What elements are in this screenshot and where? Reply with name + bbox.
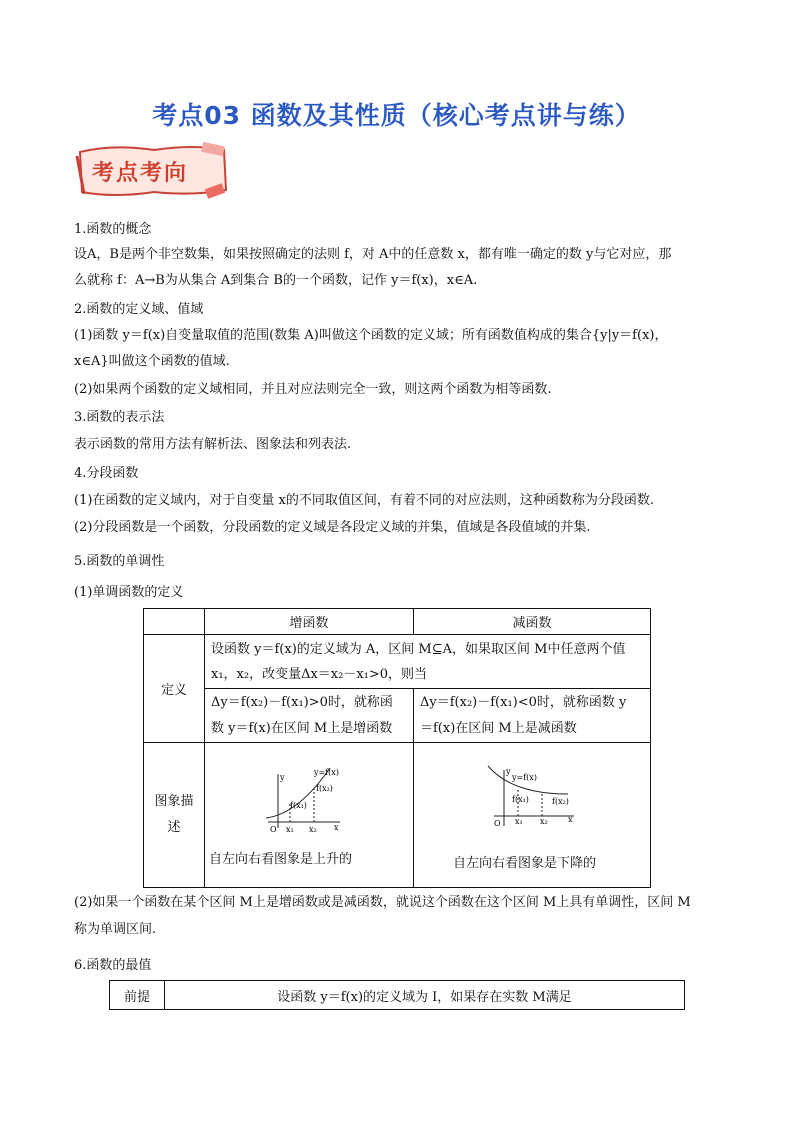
- row-def-label: 定义: [144, 635, 205, 743]
- s2-p1: (1)函数 y＝f(x)自变量取值的范围(数集 A)叫做这个函数的定义域；所有函数值构成的集合{y|y＝f(x)，: [74, 328, 668, 343]
- inc-x-label: x: [334, 823, 339, 832]
- inc-x2: x₂: [309, 825, 317, 834]
- badge-label: 考点考向: [92, 161, 189, 186]
- inc-x1: x₁: [286, 825, 294, 834]
- s4-p1: (1)在函数的定义域内，对于自变量 x的不同取值区间，有着不同的对应法则，这种函数称为分段函数.: [74, 493, 655, 508]
- s1-heading: 1.函数的概念: [74, 222, 152, 237]
- s2-heading: 2.函数的定义域、值域: [74, 302, 204, 317]
- inc-fx2: f(x₂): [316, 784, 333, 793]
- s3-p1: 表示函数的常用方法有解析法、图象法和列表法.: [74, 437, 352, 452]
- s5-p2b: 称为单调区间.: [74, 922, 157, 937]
- dec-fx: y=f(x): [512, 773, 537, 782]
- decreasing-graph: [482, 760, 582, 836]
- dec-origin: O: [494, 819, 501, 828]
- s5-sub1: (1)单调函数的定义: [74, 585, 184, 600]
- page-title: 考点03 函数及其性质（核心考点讲与练）: [152, 101, 641, 130]
- def-inc-2: 数 y＝f(x)在区间 M上是增函数: [211, 720, 393, 736]
- inc-fx1: f(x₁): [290, 801, 307, 810]
- inc-origin: O: [270, 825, 277, 834]
- dec-x2: x₂: [540, 817, 548, 826]
- s2-p3: (2)如果两个函数的定义域相同，并且对应法则完全一致，则这两个函数为相等函数.: [74, 382, 552, 397]
- s2-p2: x∈A}叫做这个函数的值域.: [74, 354, 230, 369]
- s5-p2a: (2)如果一个函数在某个区间 M上是增函数或是减函数，就说这个函数在这个区间 M上具有单调性，区间 M: [74, 895, 691, 910]
- def-inc-1: Δy＝f(x₂)－f(x₁)>0时，就称函: [211, 694, 393, 710]
- col-dec-header: 减函数: [414, 609, 651, 635]
- premise-label: 前提: [110, 981, 165, 1010]
- col-inc-header: 增函数: [205, 609, 414, 635]
- dec-fx2: f(x₂): [552, 797, 569, 806]
- s4-p2: (2)分段函数是一个函数，分段函数的定义域是各段定义域的并集，值域是各段值域的并集.: [74, 520, 591, 535]
- s3-heading: 3.函数的表示法: [74, 410, 165, 425]
- cap-inc: 自左向右看图象是上升的: [209, 852, 353, 867]
- cap-dec: 自左向右看图象是下降的: [453, 856, 597, 871]
- def-dec-1: Δy＝f(x₂)－f(x₁)<0时，就称函数 y: [420, 694, 627, 710]
- def-common-2: x₁，x₂，改变量Δx＝x₂－x₁>0，则当: [211, 666, 428, 682]
- dec-x1: x₁: [515, 817, 523, 826]
- dec-fx1: f(x₁): [512, 795, 529, 804]
- dec-x-label: x: [568, 815, 573, 824]
- s1-p1: 设A，B是两个非空数集，如果按照确定的法则 f，对 A中的任意数 x，都有唯一确定的数 y与它对应，那: [74, 247, 672, 262]
- s6-heading: 6.函数的最值: [74, 958, 152, 973]
- row-graph-label-1: 图象描: [154, 794, 194, 809]
- s1-p2: 么就称 f：A→B为从集合 A到集合 B的一个函数，记作 y＝f(x)，x∈A.: [74, 273, 478, 288]
- premise-text: 设函数 y＝f(x)的定义域为 I，如果存在实数 M满足: [165, 981, 685, 1010]
- s4-heading: 4.分段函数: [74, 466, 139, 481]
- extremum-table: [109, 980, 685, 1010]
- def-common-1: 设函数 y＝f(x)的定义域为 A，区间 M⊆A，如果取区间 M中任意两个值: [211, 641, 626, 657]
- s5-heading: 5.函数的单调性: [74, 554, 165, 569]
- dec-y-label: y: [506, 767, 511, 776]
- increasing-graph: [258, 762, 353, 840]
- def-dec-2: ＝f(x)在区间 M上是减函数: [420, 720, 577, 736]
- inc-fx: y=f(x): [314, 768, 339, 777]
- section-badge: [74, 142, 234, 200]
- row-graph-label-2: 述: [167, 820, 181, 835]
- monotonic-table: [143, 608, 651, 888]
- inc-y-label: y: [280, 773, 285, 782]
